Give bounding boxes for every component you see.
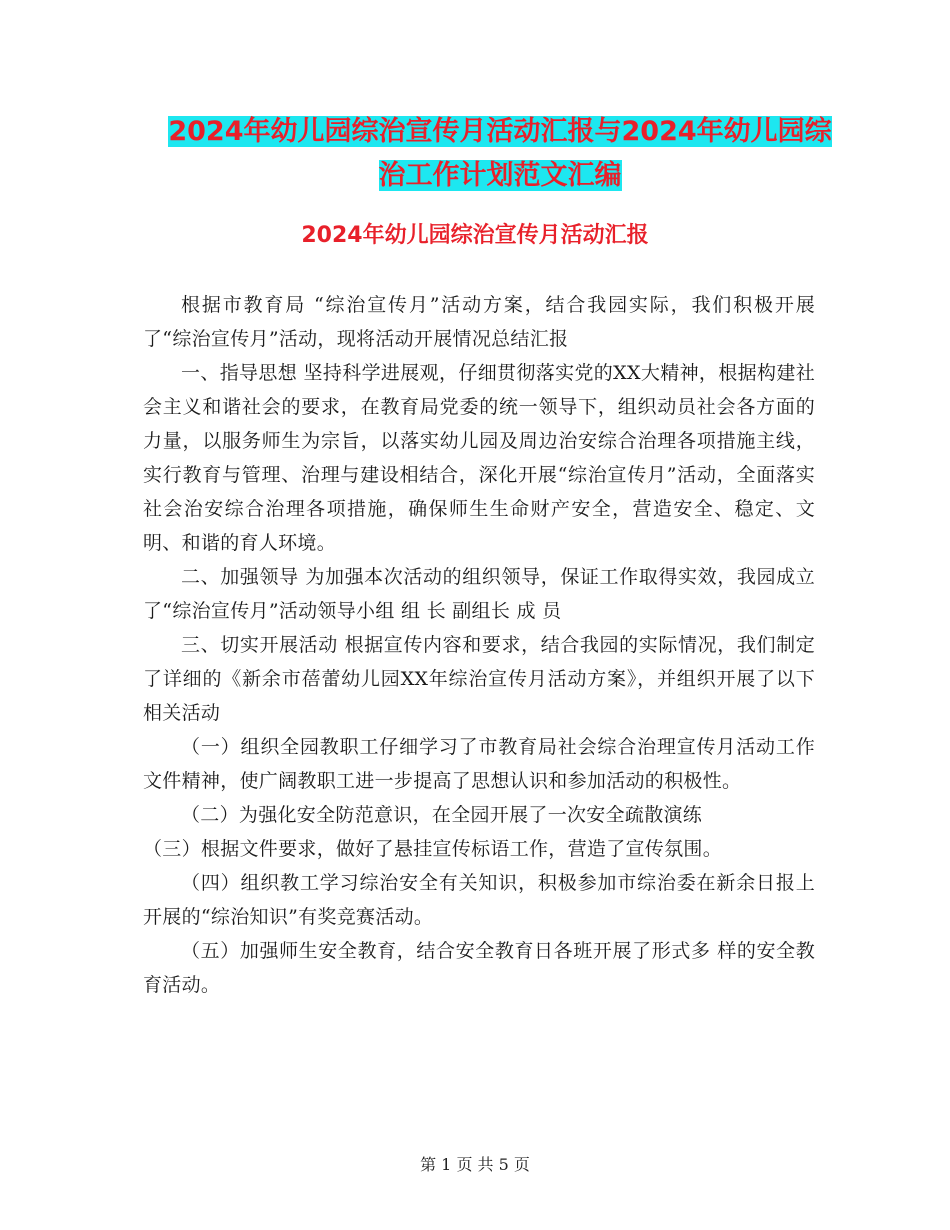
paragraph-leadership: 二、加强领导 为加强本次活动的组织领导，保证工作取得实效，我园成立了“综治宣传月”活动领导小组 组 长 副组长 成 员 [143, 566, 815, 622]
paragraph-intro: 根据市教育局 “综治宣传月”活动方案，结合我园实际，我们积极开展了“综治宣传月”活动，现将活动开展情况总结汇报 [143, 294, 815, 350]
title-highlight-1: 2024年幼儿园综治宣传月活动汇报与2024年幼儿园综 [168, 116, 832, 147]
paragraph-item-1: （一）组织全园教职工仔细学习了市教育局社会综合治理宣传月活动工作文件精神，使广阔教职工进一步提高了思想认识和参加活动的积极性。 [143, 736, 815, 792]
page-footer: 第 1 页 共 5 页 [420, 1155, 530, 1174]
paragraph-activities: 三、切实开展活动 根据宣传内容和要求，结合我园的实际情况，我们制定了详细的《新余市蓓蕾幼儿园XX年综治宣传月活动方案》，并组织开展了以下相关活动 [143, 634, 815, 724]
paragraph-item-5: （五）加强师生安全教育，结合安全教育日各班开展了形式多 样的安全教育活动。 [143, 940, 815, 996]
paragraph-item-3: （三）根据文件要求，做好了悬挂宣传标语工作，营造了宣传氛围。 [143, 838, 723, 860]
title-highlight-2: 治工作计划范文汇编 [378, 160, 622, 191]
document-body [143, 288, 815, 1002]
paragraph-item-2: （二）为强化安全防范意识，在全园开展了一次安全疏散演练 [181, 804, 703, 826]
paragraph-item-4: （四）组织教工学习综治安全有关知识，积极参加市综治委在新余日报上开展的“综治知识”有奖竞赛活动。 [143, 872, 815, 928]
paragraph-guiding-thought: 一、指导思想 坚持科学进展观，仔细贯彻落实党的XX大精神，根据构建社会主义和谐社会的要求，在教育局党委的统一领导下，组织动员社会各方面的力量，以服务师生为宗旨，以落实幼儿园及周边治安综合治理各项措施主线，实行教育与管理、治理与建设相结合，深化开展“综治宣传月”活动，全面落实社会治安综合治理各项措施，确保师生生命财产安全，营造安全、稳定、文明、和谐的育人环境。 [143, 362, 815, 554]
document-title-line-1 [140, 108, 860, 156]
document-title-line-2 [140, 152, 860, 200]
section-heading: 2024年幼儿园综治宣传月活动汇报 [301, 223, 649, 248]
